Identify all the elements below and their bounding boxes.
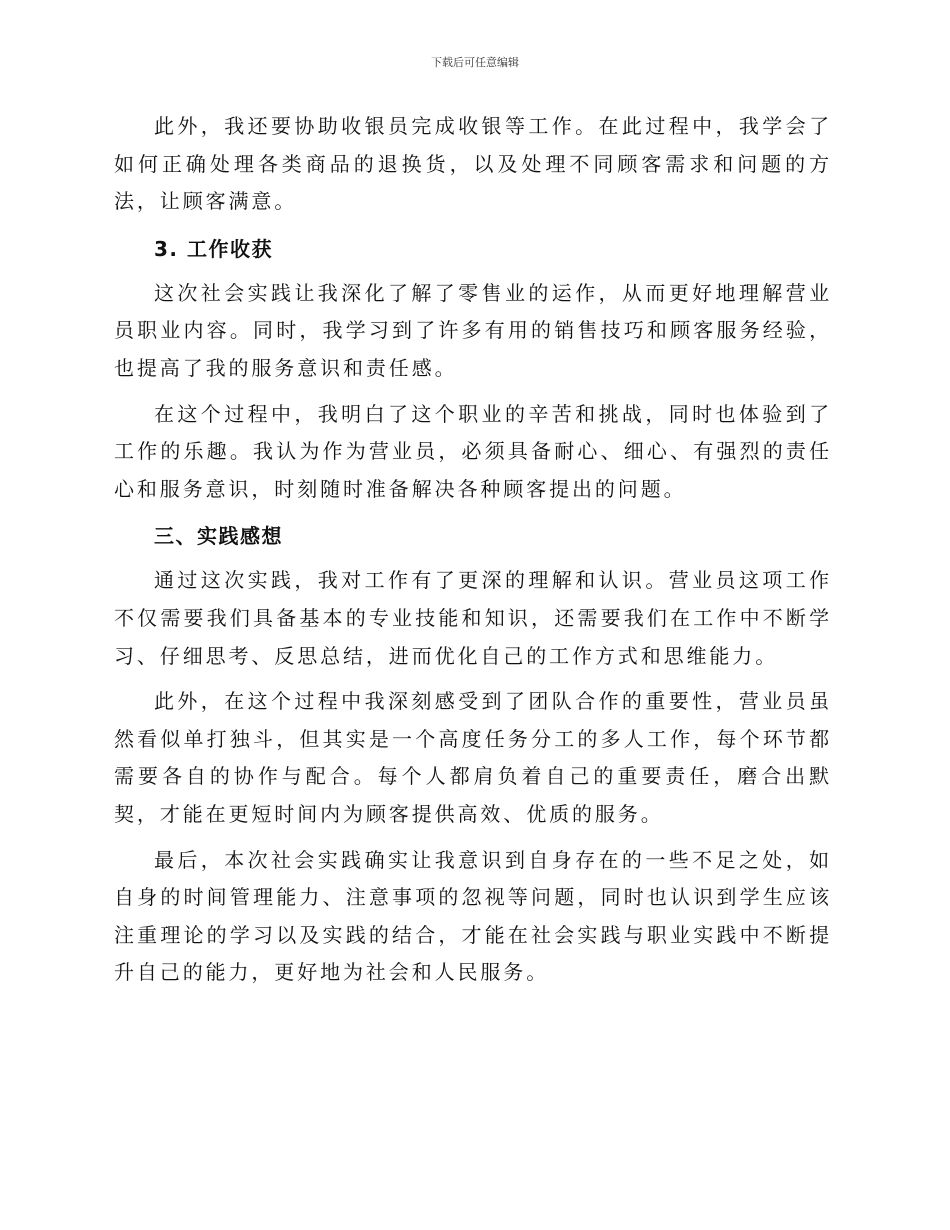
page-header-note: 下载后可任意编辑 — [431, 56, 519, 69]
paragraph-job-challenges: 在这个过程中，我明白了这个职业的辛苦和挑战，同时也体验到了工作的乐趣。我认为作为营业员，必须具备耐心、细心、有强烈的责任心和服务意识，时刻随时准备解决各种顾客提出的问题。 — [114, 401, 832, 501]
paragraph-self-improvement: 最后，本次社会实践确实让我意识到自身存在的一些不足之处，如自身的时间管理能力、注意事项的忽视等问题，同时也认识到学生应该注重理论的学习以及实践的结合，才能在社会实践与职业实践中不断提升自己的能力，更好地为社会和人民服务。 — [114, 847, 832, 985]
paragraph-cashier-assist: 此外，我还要协助收银员完成收银等工作。在此过程中，我学会了如何正确处理各类商品的退换货，以及处理不同顾客需求和问题的方法，让顾客满意。 — [114, 114, 832, 214]
document-body — [114, 108, 832, 1000]
paragraph-deeper-understanding: 通过这次实践，我对工作有了更深的理解和认识。营业员这项工作不仅需要我们具备基本的专业技能和知识，还需要我们在工作中不断学习、仔细思考、反思总结，进而优化自己的工作方式和思维能力。 — [114, 568, 832, 668]
section-heading-work-gains: 3. 工作收获 — [154, 236, 273, 261]
paragraph-teamwork: 此外，在这个过程中我深刻感受到了团队合作的重要性，营业员虽然看似单打独斗，但其实是一个高度任务分工的多人工作，每个环节都需要各自的协作与配合。每个人都肩负着自己的重要责任，磨合出默契，才能在更短时间内为顾客提供高效、优质的服务。 — [114, 689, 832, 826]
section-heading-reflections: 三、实践感想 — [154, 524, 283, 549]
paragraph-retail-understanding: 这次社会实践让我深化了解了零售业的运作，从而更好地理解营业员职业内容。同时，我学习到了许多有用的销售技巧和顾客服务经验，也提高了我的服务意识和责任感。 — [114, 280, 832, 380]
